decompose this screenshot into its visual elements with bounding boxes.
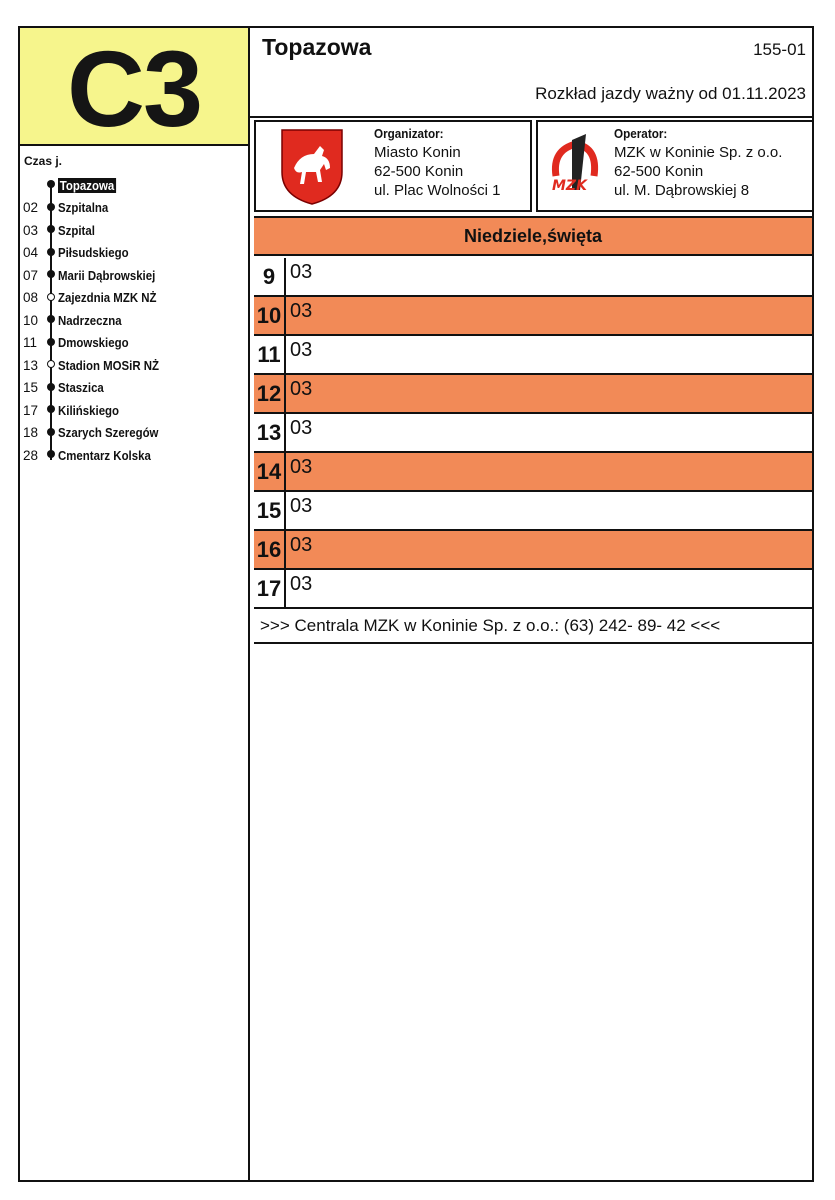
stop-item	[20, 399, 248, 422]
departure-hour: 10	[254, 297, 286, 334]
departure-row	[254, 375, 812, 414]
stop-travel-time: 18	[23, 425, 39, 441]
organizer-line: ul. Plac Wolności 1	[374, 182, 501, 199]
organizer-box	[254, 120, 532, 212]
stop-travel-time: 02	[23, 200, 39, 216]
stop-dot-icon	[47, 405, 55, 413]
stop-item	[20, 332, 248, 355]
departure-minutes: 03	[290, 573, 313, 595]
stop-dot-icon	[47, 225, 55, 233]
stop-item	[20, 309, 248, 332]
stop-name-label: Nadrzeczna	[58, 312, 122, 328]
stop-dot-icon	[47, 383, 55, 391]
stop-travel-time: 08	[23, 290, 39, 306]
stop-item	[20, 242, 248, 265]
stop-name-label: Kilińskiego	[58, 402, 120, 418]
stop-dot-icon	[47, 338, 55, 346]
stop-item	[20, 287, 248, 310]
stop-dot-icon	[47, 360, 55, 368]
departure-row	[254, 570, 812, 609]
stop-travel-time: 07	[23, 267, 39, 283]
mzk-logo-icon	[546, 130, 606, 206]
departure-minutes: 03	[290, 534, 313, 556]
stop-item	[20, 264, 248, 287]
stop-item	[20, 377, 248, 400]
stop-name-label: Dmowskiego	[58, 335, 129, 351]
timetable-frame	[18, 26, 814, 1182]
departure-hour: 17	[254, 570, 286, 607]
stop-name-label: Szpitalna	[58, 200, 109, 216]
departure-minutes: 03	[290, 339, 313, 361]
operator-line: 62-500 Konin	[614, 163, 704, 180]
departure-row	[254, 492, 812, 531]
line-number-box	[20, 28, 248, 149]
stop-name-label: Zajezdnia MZK NŻ	[58, 290, 157, 306]
stop-travel-time: 13	[23, 357, 39, 373]
departure-hour: 9	[254, 258, 286, 295]
departure-hour: 12	[254, 375, 286, 412]
day-type-header: Niedziele,święta	[254, 216, 812, 256]
stop-dot-icon	[47, 293, 55, 301]
operator-title: Operator:	[614, 126, 668, 141]
departure-hour: 15	[254, 492, 286, 529]
stop-name-label: Stadion MOSiR NŻ	[58, 357, 160, 373]
departure-row	[254, 297, 812, 336]
departure-row	[254, 258, 812, 297]
departure-minutes: 03	[290, 261, 313, 283]
departure-minutes: 03	[290, 300, 313, 322]
stop-name: Topazowa	[262, 34, 372, 60]
footer-contact: >>> Centrala MZK w Koninie Sp. z o.o.: (63) 242- 89- 42 <<<	[254, 610, 812, 644]
departure-minutes: 03	[290, 456, 313, 478]
stop-name-label: Cmentarz Kolska	[58, 447, 151, 463]
departure-row	[254, 531, 812, 570]
stop-dot-icon	[47, 203, 55, 211]
stop-item	[20, 219, 248, 242]
stop-name-label: Szpital	[58, 222, 95, 238]
stop-name-label: Marii Dąbrowskiej	[58, 267, 156, 283]
time-label: Czas j.	[24, 154, 63, 168]
departure-minutes: 03	[290, 417, 313, 439]
stop-dot-icon	[47, 248, 55, 256]
konin-coat-of-arms-icon	[280, 128, 344, 206]
stop-dot-icon	[47, 315, 55, 323]
header	[250, 28, 812, 118]
schedule-panel	[250, 28, 812, 1180]
line-number: C3	[66, 28, 202, 149]
departure-row	[254, 453, 812, 492]
stop-item	[20, 422, 248, 445]
stop-dot-icon	[47, 180, 55, 188]
organizer-title: Organizator:	[374, 126, 444, 141]
departure-minutes: 03	[290, 378, 313, 400]
stop-travel-time: 28	[23, 447, 39, 463]
operator-line: MZK w Koninie Sp. z o.o.	[614, 144, 783, 161]
stop-name-label: Piłsudskiego	[58, 245, 129, 261]
departure-row	[254, 336, 812, 375]
mzk-logo-text: MZK	[552, 178, 587, 194]
stop-name-label: Topazowa	[59, 177, 115, 193]
stop-item	[20, 444, 248, 467]
departure-hour: 11	[254, 336, 286, 373]
organizer-line: 62-500 Konin	[374, 163, 464, 180]
stop-name-label: Szarych Szeregów	[58, 425, 159, 441]
stop-travel-time: 11	[23, 335, 38, 351]
valid-from: Rozkład jazdy ważny od 01.11.2023	[535, 84, 806, 103]
departure-hour: 13	[254, 414, 286, 451]
organizer-line: Miasto Konin	[374, 144, 461, 161]
stop-item	[20, 174, 248, 197]
departure-hour: 14	[254, 453, 286, 490]
stop-dot-icon	[47, 270, 55, 278]
stop-list	[20, 174, 248, 467]
stop-name-label: Staszica	[58, 380, 104, 396]
stop-dot-icon	[47, 428, 55, 436]
route-panel	[20, 28, 250, 1180]
stop-item	[20, 354, 248, 377]
departure-row	[254, 414, 812, 453]
departure-table	[254, 258, 812, 609]
operator-box	[536, 120, 814, 212]
operator-line: ul. M. Dąbrowskiej 8	[614, 182, 750, 199]
stop-travel-time: 15	[23, 380, 39, 396]
stop-travel-time: 17	[23, 402, 39, 418]
departure-hour: 16	[254, 531, 286, 568]
stop-travel-time: 10	[23, 312, 39, 328]
stop-travel-time: 04	[23, 245, 39, 261]
stop-travel-time: 03	[23, 222, 39, 238]
stop-dot-icon	[47, 450, 55, 458]
stop-code: 155-01	[753, 40, 806, 59]
departure-minutes: 03	[290, 495, 313, 517]
stop-item	[20, 197, 248, 220]
